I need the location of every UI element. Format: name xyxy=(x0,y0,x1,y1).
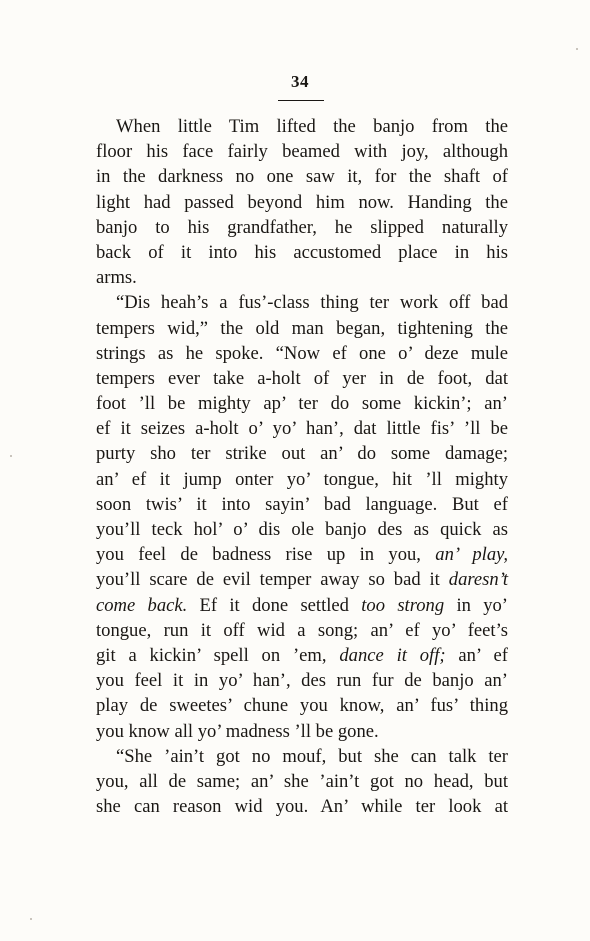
text-line: When little Tim lifted the banjo from the xyxy=(116,116,508,137)
text-line: “She ’ain’t got no mouf, but she can talk ter xyxy=(116,745,508,767)
page-number-rule xyxy=(278,100,324,101)
text-line: tempers wid,” the old man began, tightening the xyxy=(96,317,508,339)
text-line: you’ll teck hol’ o’ dis ole banjo des as quick as xyxy=(96,519,508,540)
text-line: light had passed beyond him now. Handing the xyxy=(96,191,508,213)
text-line: arms. xyxy=(96,267,137,289)
text-line: floor his face fairly beamed with joy, although xyxy=(96,141,508,163)
text-line: you know all yo’ madness ’ll be gone. xyxy=(96,720,379,742)
text-line: ef it seizes a-holt o’ yo’ han’, dat little fis’ ’ll be xyxy=(96,418,508,440)
text-line: strings as he spoke. “Now ef one o’ deze mule xyxy=(96,342,508,364)
text-line: an’ ef it jump onter yo’ tongue, hit ’ll mighty xyxy=(96,468,508,490)
text-line: git a kickin’ spell on ’em, dance it off; an’ ef xyxy=(96,644,508,666)
text-line: “Dis heah’s a fus’-class thing ter work off bad xyxy=(116,292,508,314)
text-line: tempers ever take a-holt of yer in de foot, dat xyxy=(96,367,508,389)
body-text xyxy=(96,114,508,819)
text-line: play de sweetes’ chune you know, an’ fus’ thing xyxy=(96,695,508,717)
text-line: purty sho ter strike out an’ do some damage; xyxy=(96,443,508,465)
text-line: she can reason wid you. An’ while ter look at xyxy=(96,796,508,818)
paragraph-1 xyxy=(96,114,508,290)
paper-speck xyxy=(576,48,578,50)
text-line: you’ll scare de evil temper away so bad it daresn’t xyxy=(96,569,508,591)
text-line: come back. Ef it done settled too strong in yo’ xyxy=(96,594,508,616)
text-line: tongue, run it off wid a song; an’ ef yo’ feet’s xyxy=(96,619,508,641)
text-line: you feel de badness rise up in you, an’ play, xyxy=(96,544,508,566)
text-line: you, all de same; an’ she ’ain’t got no head, but xyxy=(96,770,508,792)
paper-speck xyxy=(10,455,12,457)
paragraph-3 xyxy=(96,744,508,820)
text-line: soon twis’ it into sayin’ bad language. But ef xyxy=(96,493,508,515)
text-line: foot ’ll be mighty ap’ ter do some kickin’; an’ xyxy=(96,393,508,415)
text-line: you feel it in yo’ han’, des run fur de banjo an’ xyxy=(96,670,508,692)
page-number: 34 xyxy=(291,72,309,91)
text-line: in the darkness no one saw it, for the shaft of xyxy=(96,166,508,188)
paragraph-2 xyxy=(96,290,508,743)
text-line: banjo to his grandfather, he slipped naturally xyxy=(96,216,508,238)
text-line: back of it into his accustomed place in his xyxy=(96,241,508,263)
paper-speck xyxy=(30,918,32,920)
